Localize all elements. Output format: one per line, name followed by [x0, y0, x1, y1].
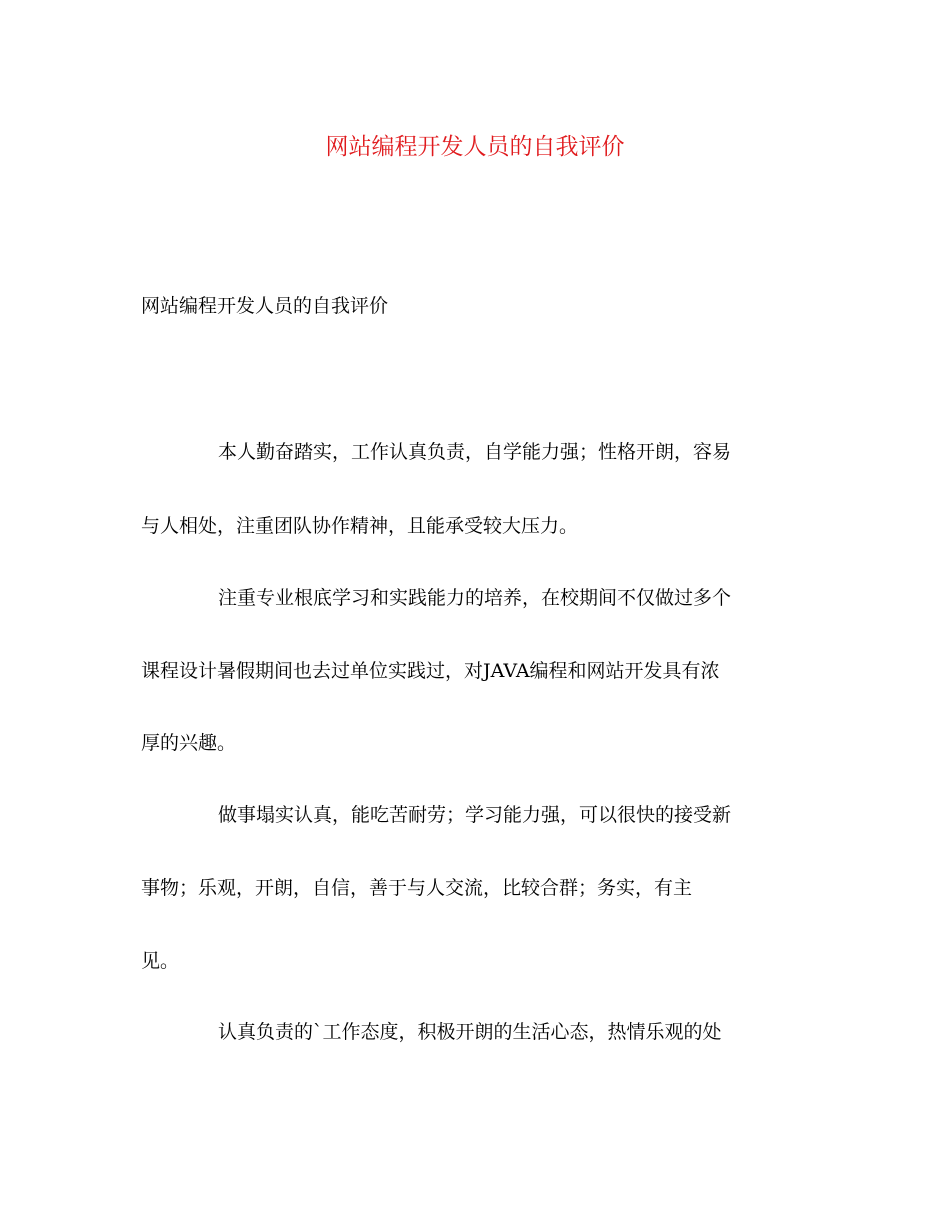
- paragraph-3-line-2: 事物；乐观，开朗，自信，善于与人交流，比较合群；务实，有主: [141, 877, 693, 899]
- paragraph-3-line-1: 做事塌实认真，能吃苦耐劳；学习能力强，可以很快的接受新: [218, 804, 732, 826]
- paragraph-3-line-3: 见。: [141, 950, 180, 972]
- document-title: 网站编程开发人员的自我评价: [325, 134, 625, 160]
- paragraph-2-line-1: 注重专业根底学习和实践能力的培养，在校期间不仅做过多个: [218, 587, 732, 609]
- paragraph-2-line-3: 厚的兴趣。: [141, 732, 237, 754]
- paragraph-1-line-1: 本人勤奋踏实，工作认真负责，自学能力强；性格开朗，容易: [218, 441, 732, 463]
- paragraph-4-line-1: 认真负责的`工作态度，积极开朗的生活心态，热情乐观的处: [218, 1021, 722, 1043]
- paragraph-2-line-2: 课程设计暑假期间也去过单位实践过，对JAVA编程和网站开发具有浓: [141, 660, 720, 682]
- document-subtitle: 网站编程开发人员的自我评价: [141, 295, 389, 317]
- paragraph-1-line-2: 与人相处，注重团队协作精神，且能承受较大压力。: [141, 515, 579, 537]
